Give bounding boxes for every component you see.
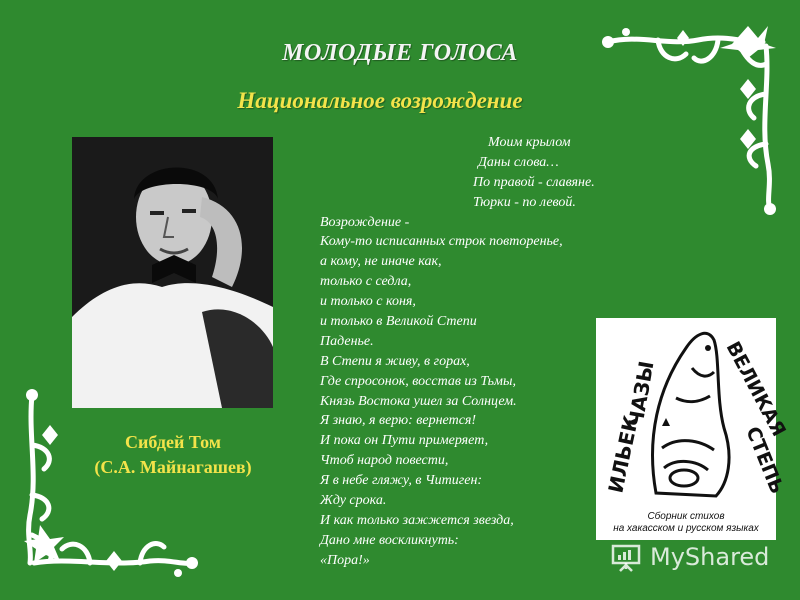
author-name: Сибдей Том <box>124 432 221 452</box>
book-caption-line2: на хакасском и русском языках <box>613 523 759 534</box>
poem-line: Я знаю, я верю: вернется! <box>320 413 477 429</box>
cover-text-left-2: ИЛЬЕК <box>603 413 644 496</box>
poem-line: Кому-то исписанных строк повторенье, <box>320 234 563 250</box>
poem-line: и только с коня, <box>320 294 416 310</box>
poem-line: и только в Великой Степи <box>320 314 477 330</box>
author-photo <box>72 137 273 408</box>
epigraph-line: По правой - славяне. <box>473 174 595 190</box>
cover-text-right-2: СТЕПЬ <box>741 423 789 498</box>
author-portrait-icon <box>72 137 273 408</box>
poem-line: Жду срока. <box>320 493 387 509</box>
slide-title: МОЛОДЫЕ ГОЛОСА <box>282 40 518 66</box>
book-cover <box>596 318 790 540</box>
slide-subtitle: Национальное возрождение <box>237 88 523 113</box>
watermark[interactable] <box>610 537 790 577</box>
epigraph-line: Тюрки - по левой. <box>473 194 576 210</box>
author-caption <box>58 430 288 480</box>
poem-line: только с седла, <box>320 274 412 290</box>
watermark-text: MyShared <box>650 543 770 571</box>
poem-line: И пока он Пути примеряет, <box>320 433 489 449</box>
poem-line: Дано мне воскликнуть: <box>320 532 459 548</box>
book-caption-line1: Сборник стихов <box>647 511 725 522</box>
poem-line: Возрождение - <box>320 214 410 230</box>
poem-line: а кому, не иначе как, <box>320 254 442 270</box>
poem-line: Паденье. <box>320 333 374 349</box>
epigraph-line: Даны слова… <box>478 154 559 170</box>
poem-line: Я в небе гляжу, в Читиген: <box>320 473 483 489</box>
poem-line: Где спросонок, восстав из Тьмы, <box>320 373 516 389</box>
corner-ornament-bottom-left-icon <box>10 385 200 580</box>
poem-line: Чтоб народ повести, <box>320 453 449 469</box>
book-caption <box>596 511 776 535</box>
presentation-board-icon <box>610 541 642 573</box>
author-full-name: (С.А. Майнагашев) <box>94 457 252 477</box>
poem-line: И как только зажжется звезда, <box>320 512 514 528</box>
cover-text-right: ВЕЛИКАЯ <box>721 338 790 441</box>
poem-line: В Степи я живу, в горах, <box>320 353 470 369</box>
poem-line: «Пора!» <box>320 552 370 568</box>
epigraph-line: Моим крылом <box>488 135 571 150</box>
cover-text-left: ЧАЗЫ <box>623 359 659 429</box>
book-cover-art-icon <box>596 318 790 508</box>
poem-line: Князь Востока ушел за Солнцем. <box>320 393 517 409</box>
